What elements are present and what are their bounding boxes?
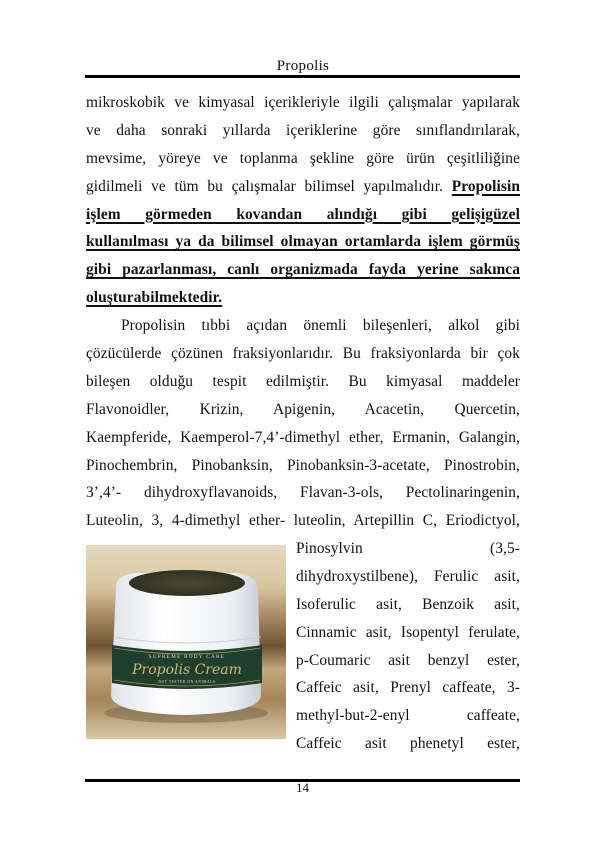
emphasis-line: işlem görmeden kovandan alındığı gibi gelişigüzel <box>86 205 520 223</box>
label-brand-text: SUPREME BODY CARE <box>148 655 226 660</box>
text-line: Pinochembrin, Pinobanksin, Pinobanksin-3-acetate, Pinostrobin, <box>86 456 520 474</box>
text-line: bileşen olduğu tespit edilmiştir. Bu kimyasal maddeler <box>86 372 520 390</box>
wrapped-text-column <box>296 535 520 758</box>
text-run: gidilmeli ve tüm bu çalışmalar bilimsel yapılmalıdır. <box>86 177 452 195</box>
text-line: mikroskobik ve kimyasal içerikleriyle ilgili çalışmalar yapılarak <box>86 94 520 111</box>
text-line: Caffeic asit phenetyl ester, <box>296 735 520 753</box>
text-line: methyl-but-2-enyl caffeate, <box>296 707 520 725</box>
text-line: Luteolin, 3, 4-dimethyl ether- luteolin, Artepillin C, Eriodictyol, <box>86 512 520 530</box>
emphasis-text: oluşturabilmektedir. <box>86 289 223 307</box>
text-line: Flavonoidler, Krizin, Apigenin, Acacetin, Quercetin, <box>86 400 520 418</box>
text-line: Cinnamic asit, Isopentyl ferulate, <box>296 623 520 641</box>
text-line: mevsime, yöreye ve toplanma şekline göre ürün çeşitliliğine <box>86 149 520 167</box>
text-line: çözücülerde çözünen fraksiyonlarıdır. Bu fraksiyonlarda bir çok <box>86 345 520 363</box>
text-line: Isoferulic asit, Benzoik asit, <box>296 595 520 613</box>
emphasis-line-last <box>86 284 520 312</box>
text-line: 3’,4’- dihydroxyflavanoids, Flavan-3-ols, Pectolinaringenin, <box>86 484 520 502</box>
label-product-text: Propolis Cream <box>132 662 242 678</box>
emphasis-text: Propolisin <box>451 177 520 195</box>
text-line: Pinosylvin (3,5- <box>296 540 520 557</box>
label-claim-text: NOT TESTED ON ANIMALS <box>158 680 216 684</box>
running-header-title: Propolis <box>276 58 330 74</box>
text-line: p-Coumaric asit benzyl ester, <box>296 651 520 669</box>
text-line: ve daha sonraki yıllarda içeriklerine göre sınıflandırılarak, <box>86 121 520 139</box>
page-number: 14 <box>296 780 309 795</box>
emphasis-line: gibi pazarlanması, canlı organizmada fayda yerine sakınca <box>86 261 520 279</box>
jar-lid <box>129 570 245 596</box>
text-line: Caffeic asit, Prenyl caffeate, 3- <box>296 679 520 697</box>
emphasis-line: kullanılması ya da bilimsel olmayan ortamlarda işlem görmüş <box>86 233 520 251</box>
text-line: dihydroxystilbene), Ferulic asit, <box>296 567 520 585</box>
propolis-cream-photo <box>86 545 286 739</box>
cream-jar-illustration <box>86 545 286 739</box>
body-text <box>86 89 520 535</box>
header-rule <box>85 75 520 78</box>
text-line: Propolisin tıbbi açıdan önemli bileşenleri, alkol gibi <box>121 317 520 335</box>
text-line: Kaempferide, Kaemperol-7,4’-dimethyl ether, Ermanin, Galangin, <box>86 428 520 446</box>
text-line <box>86 173 520 201</box>
